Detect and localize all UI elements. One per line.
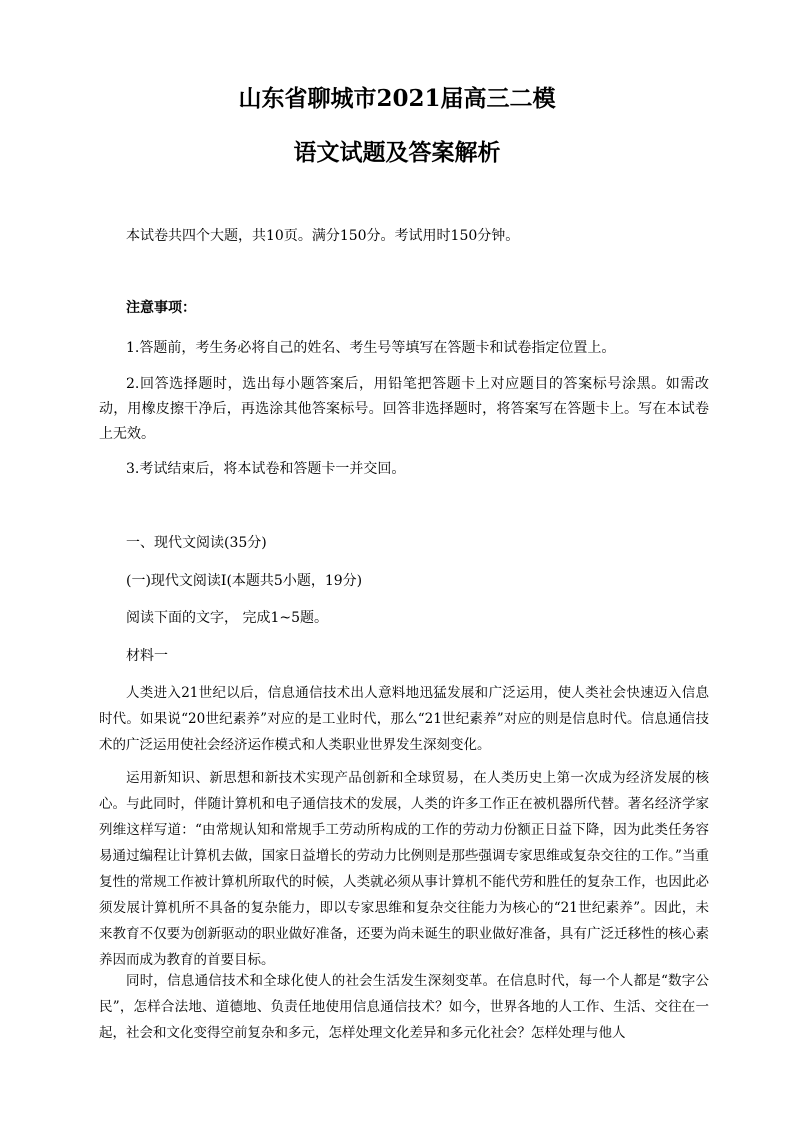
material-label: 材料一 (126, 648, 168, 664)
exam-intro: 本试卷共四个大题，共10页。满分150分。考试用时150分钟。 (126, 228, 520, 244)
section-subtitle: (一)现代文阅读I(本题共5小题，19分) (126, 573, 363, 589)
document-title: 山东省聊城市2021届高三二模 (238, 85, 556, 112)
section-instruction: 阅读下面的文字， 完成1~5题。 (126, 610, 328, 626)
notice-item: 3.考试结束后，将本试卷和答题卡一并交回。 (126, 461, 406, 477)
notice-heading: 注意事项： (126, 300, 196, 316)
reading-paragraph: 运用新知识、新思想和新技术实现产品创新和全球贸易，在人类历史上第一次成为经济发展的核心。与此同时，伴随计算机和电子通信技术的发展，人类的许多工作正在被机器所代替。著名经济学家列维这样写道：“由常规认知和常规手工劳动所构成的工作的劳动力份额正日益下降，因为此类任务容易通过编程让计算机去做，国家日益增长的劳动力比例则是那些强调专家思维或复杂交往的工作。”当重复性的常规工作被计算机所取代的时候，人类就必须从事计算机不能代劳和胜任的复杂工作，也因此必须发展计算机所不具备的复杂能力，即以专家思维和复杂交往能力为核心的“21世纪素养”。因此，未来教育不仅要为创新驱动的职业做好准备，还要为尚未诞生的职业做好准备，具有广泛迁移性的核心素养因而成为教育的首要目标。 (99, 770, 709, 968)
document-subtitle: 语文试题及答案解析 (293, 139, 501, 166)
section-title: 一、现代文阅读(35分) (126, 535, 267, 551)
notice-item: 1.答题前，考生务必将自己的姓名、考生号等填写在答题卡和试卷指定位置上。 (126, 340, 616, 356)
reading-paragraph: 人类进入21世纪以后，信息通信技术出人意料地迅猛发展和广泛运用，使人类社会快速迈入信息时代。如果说“20世纪素养”对应的是工业时代，那么“21世纪素养”对应的则是信息时代。信息通信技术的广泛运用使社会经济运作模式和人类职业世界发生深刻变化。 (99, 685, 709, 753)
notice-item: 2.回答选择题时，选出每小题答案后，用铅笔把答题卡上对应题目的答案标号涂黑。如需改动，用橡皮擦干净后，再选涂其他答案标号。回答非选择题时，将答案写在答题卡上。写在本试卷上无效。 (99, 376, 709, 442)
reading-paragraph: 同时，信息通信技术和全球化使人的社会生活发生深刻变革。在信息时代，每一个人都是“数字公民”，怎样合法地、道德地、负责任地使用信息通信技术？如今，世界各地的人工作、生活、交往在一起，社会和文化变得空前复杂和多元，怎样处理文化差异和多元化社会？怎样处理与他人 (99, 973, 709, 1041)
